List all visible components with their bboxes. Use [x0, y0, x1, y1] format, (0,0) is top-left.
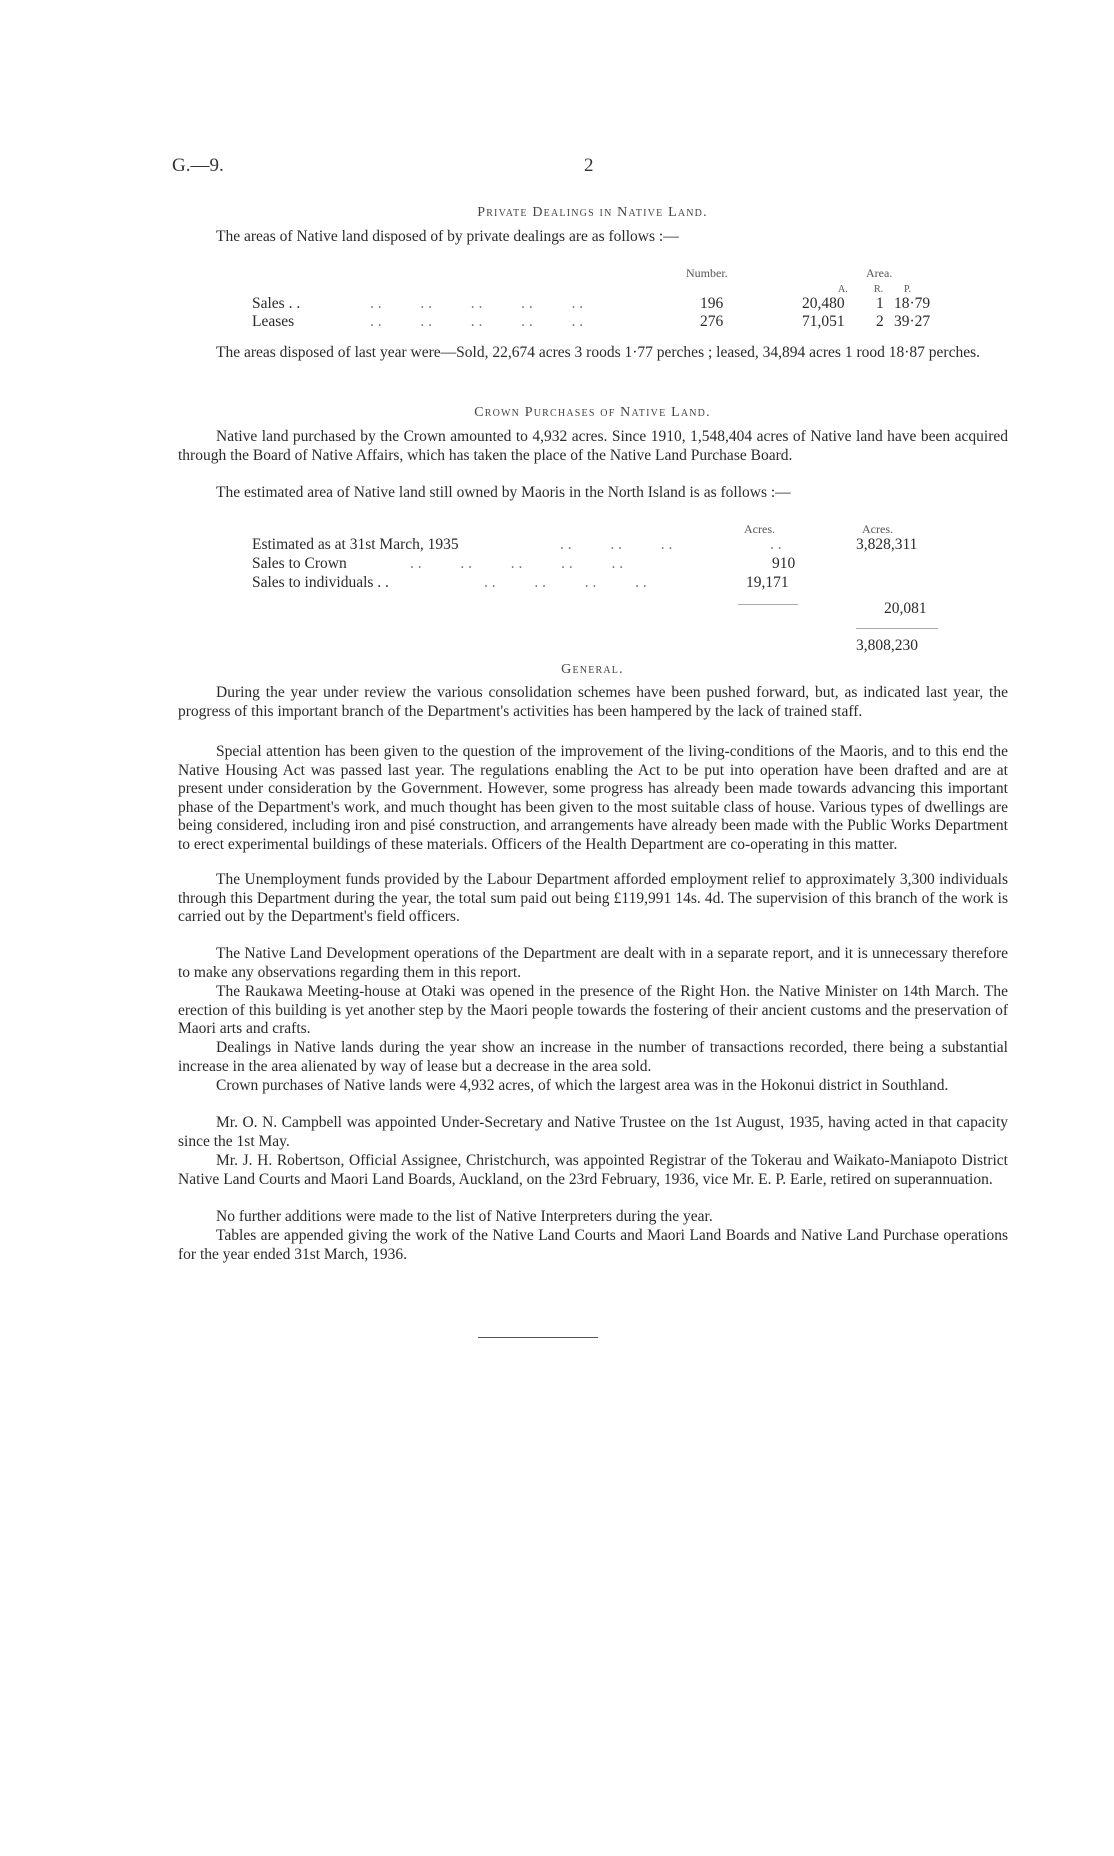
- general-paragraph: No further additions were made to the list of Native Interpreters during the year.: [216, 1208, 713, 1225]
- private-row-number: 276: [700, 313, 724, 330]
- document-reference: G.—9.: [172, 155, 224, 176]
- general-paragraph: Mr. O. N. Campbell was appointed Under-Secretary and Native Trustee on the 1st August, 1935, having acted in that capacity since the 1st May.: [178, 1114, 1008, 1150]
- crown-estimate-intro: The estimated area of Native land still owned by Maoris in the North Island is as follows :—: [216, 484, 791, 501]
- crown-purchases-heading: Crown Purchases of Native Land.: [474, 405, 711, 420]
- col-acres-header: Acres.: [744, 522, 775, 536]
- general-paragraph: The Native Land Development operations of the Department are dealt with in a separate report, and it is unnecessary therefore to make any observations regarding them in this report.: [178, 945, 1008, 981]
- crown-purchases-paragraph: Native land purchased by the Crown amounted to 4,932 acres. Since 1910, 1,548,404 acres of Native land have been acquired through the Board of Native Affairs, which has taken the place of the Native Land Purchase Board.: [178, 428, 1008, 464]
- private-row-perches: 18·79: [894, 295, 931, 312]
- crown-row-acres-b: 3,828,311: [856, 536, 918, 553]
- dot-leader: . . . . . . . .: [484, 574, 647, 591]
- private-last-year-paragraph: The areas disposed of last year were—Sold, 22,674 acres 3 roods 1·77 perches ; leased, 34,894 acres 1 rood 18·87 perches.: [216, 344, 980, 361]
- crown-row-label: Sales to individuals . .: [252, 574, 389, 591]
- dot-leader: . . . . . . . . . .: [370, 295, 584, 312]
- general-paragraph: Mr. J. H. Robertson, Official Assignee, Christchurch, was appointed Registrar of the Tokerau and Waikato-Maniapoto District Native Land Courts and Maori Land Boards, Auckland, on the 23rd February, 1936, vice Mr. E. P. Earle, retired on superannuation.: [178, 1152, 1008, 1188]
- col-roods-sub: R.: [874, 284, 884, 295]
- crown-row-label: Sales to Crown: [252, 555, 347, 572]
- dot-leader: . . . . . . . . . .: [370, 313, 584, 330]
- crown-subtotal: 20,081: [884, 600, 927, 617]
- general-paragraph: The Raukawa Meeting-house at Otaki was opened in the presence of the Right Hon. the Native Minister on 14th March. The erection of this building is yet another step by the Maori people towards the fostering of their ancient customs and the preservation of Maori arts and crafts.: [178, 983, 1008, 1038]
- col-area-header: Area.: [866, 266, 893, 280]
- col-acres-sub: A.: [838, 284, 848, 295]
- private-dealings-intro: The areas of Native land disposed of by private dealings are as follows :—: [216, 228, 679, 245]
- crown-total: 3,808,230: [856, 637, 918, 654]
- general-paragraph: During the year under review the various consolidation schemes have been pushed forward, but, as indicated last year, the progress of this important branch of the Department's activities has been hampered by the lack of trained staff.: [178, 684, 1008, 720]
- private-row-number: 196: [700, 295, 724, 312]
- general-paragraph: Crown purchases of Native lands were 4,932 acres, of which the largest area was in the Hokonui district in Southland.: [216, 1077, 949, 1094]
- general-paragraph: The Unemployment funds provided by the Labour Department afforded employment relief to approximately 3,300 individuals through this Department during the year, the total sum paid out being £119,991 14s. 4d. The supervision of this branch of the work is carried out by the Department's field officers.: [178, 871, 1008, 926]
- general-paragraph: Special attention has been given to the question of the improvement of the living-conditions of the Maoris, and to this end the Native Housing Act was passed last year. The regulations enabling the Act to be put into operation have been drafted and are at present under consideration by the Government. However, some progress has already been made towards advancing this important phase of the Department's work, and much thought has been given to the most suitable class of house. Various types of dwellings are being considered, including iron and pisé construction, and arrangements have already been made with the Public Works Department to erect experimental buildings of these materials. Officers of the Health Department are co-operating in this matter.: [178, 743, 1008, 853]
- dot-leader: . . . . . . . . . .: [410, 555, 624, 572]
- dot-leader: . . . . . .: [560, 536, 673, 553]
- private-row-perches: 39·27: [894, 313, 931, 330]
- private-row-label: Sales . .: [252, 295, 301, 312]
- crown-row-acres-a: 19,171: [746, 574, 789, 591]
- crown-row-acres-a: . .: [770, 536, 782, 553]
- general-paragraph: Dealings in Native lands during the year show an increase in the number of transactions recorded, there being a substantial increase in the area alienated by way of lease but a decrease in the area sold.: [178, 1039, 1008, 1075]
- general-paragraph: Tables are appended giving the work of the Native Land Courts and Maori Land Boards and Native Land Purchase operations for the year ended 31st March, 1936.: [178, 1227, 1008, 1263]
- col-acres-header: Acres.: [862, 522, 893, 536]
- crown-row-acres-a: 910: [772, 555, 796, 572]
- private-row-label: Leases: [252, 313, 295, 330]
- private-row-acres: 71,051: [802, 313, 845, 330]
- col-number-header: Number.: [686, 266, 728, 280]
- private-dealings-heading: Private Dealings in Native Land.: [477, 205, 708, 220]
- page-number: 2: [584, 155, 594, 176]
- private-row-roods: 2: [876, 313, 884, 330]
- private-row-acres: 20,480: [802, 295, 845, 312]
- col-perches-sub: P.: [904, 284, 911, 295]
- total-rule: [856, 628, 938, 629]
- general-heading: General.: [561, 662, 624, 677]
- closing-rule: [478, 1337, 598, 1338]
- private-row-roods: 1: [876, 295, 884, 312]
- crown-row-label: Estimated as at 31st March, 1935: [252, 536, 459, 553]
- subtotal-rule: [738, 604, 798, 605]
